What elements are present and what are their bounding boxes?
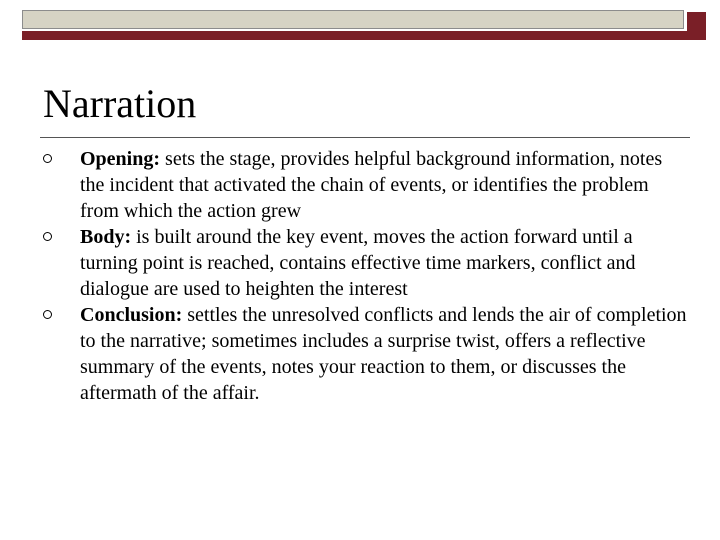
- title-divider: [40, 137, 690, 138]
- bullet-text: settles the unresolved conflicts and lends the air of completion to the narrative; sometimes includes a surprise twist, offers a reflective summary of the events, notes your reaction to them, or discusses the aftermath of the affair.: [80, 304, 687, 404]
- header-accent-line: [22, 31, 689, 40]
- bullet-item-opening: [40, 146, 690, 224]
- bullet-list: [40, 146, 690, 406]
- header-band: [22, 10, 684, 29]
- bullet-term: Body:: [80, 226, 132, 248]
- hollow-circle-bullet-icon: [43, 154, 52, 163]
- hollow-circle-bullet-icon: [43, 310, 52, 319]
- bullet-term: Opening:: [80, 148, 161, 170]
- bullet-text: is built around the key event, moves the action forward until a turning point is reached, contains effective time markers, conflict and dialogue are used to heighten the interest: [80, 226, 636, 300]
- bullet-text: sets the stage, provides helpful background information, notes the incident that activated the chain of events, or identifies the problem from which the action grew: [80, 148, 663, 222]
- slide-title: Narration: [43, 81, 197, 126]
- header-accent-square: [687, 12, 706, 40]
- hollow-circle-bullet-icon: [43, 232, 52, 241]
- bullet-item-conclusion: [40, 302, 690, 406]
- bullet-term: Conclusion:: [80, 304, 183, 326]
- bullet-item-body: [40, 224, 690, 302]
